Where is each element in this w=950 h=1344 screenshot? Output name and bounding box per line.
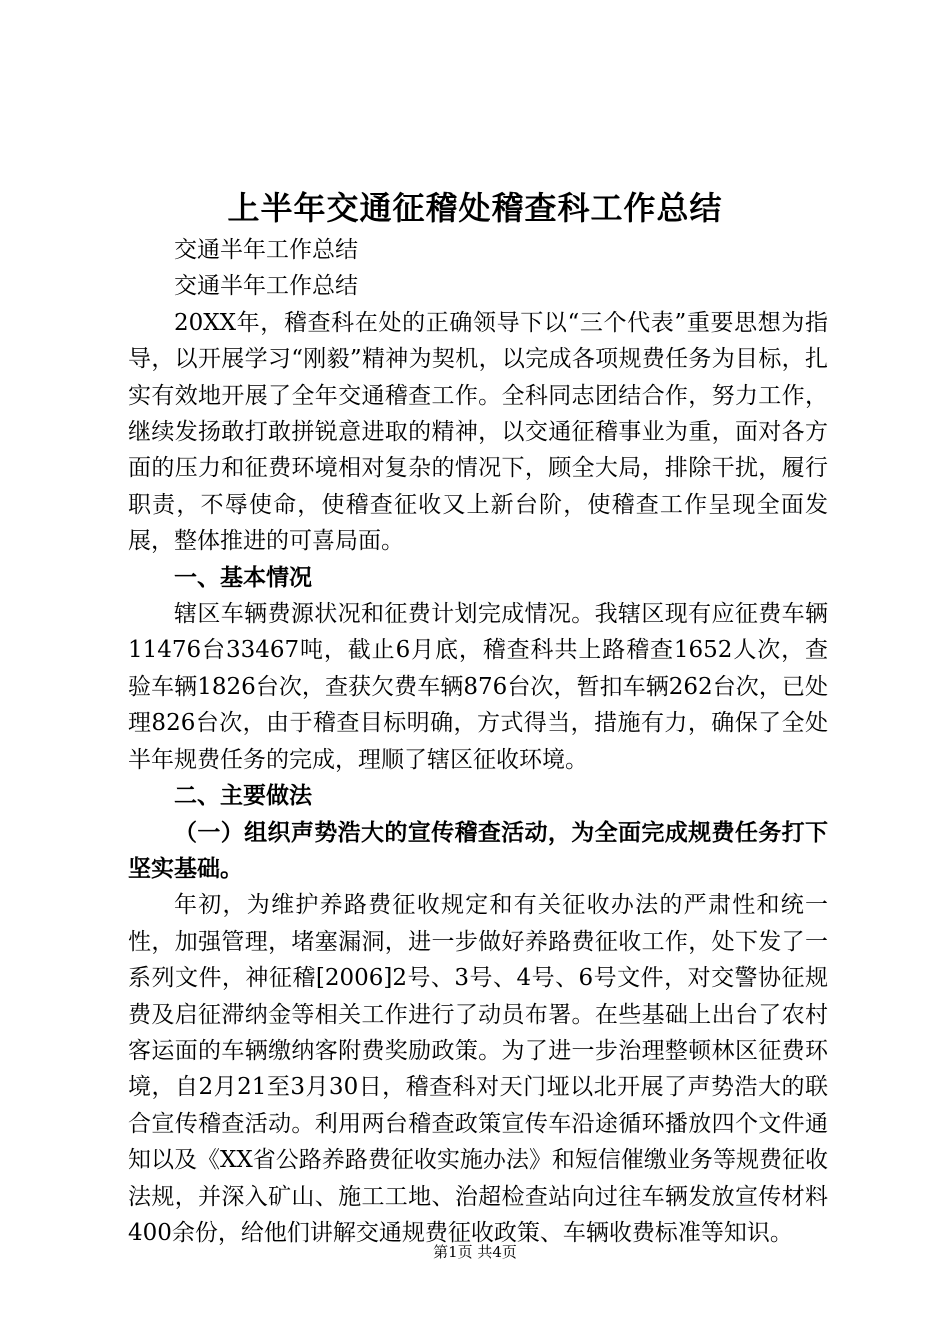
methods-paragraph: 年初，为维护养路费征收规定和有关征收办法的严肃性和统一性，加强管理，堵塞漏洞，进一步做好养路费征收工作，处下发了一系列文件，神征稽[2006]2号、3号、4号、6号文件，对交警协征规费及启征滞纳金等相关工作进行了动员布署。在些基础上出台了农村客运面的车辆缴纳客附费奖励政策。为了进一步治理整顿林区征费环境，自2月21至3月30日，稽查科对天门垭以北开展了声势浩大的联合宣传稽查活动。利用两台稽查政策宣传车沿途循环播放四个文件通知以及《XX省公路养路费征收实施办法》和短信催缴业务等规费征收法规，并深入矿山、施工工地、治超检查站向过往车辆发放宣传材料400余份，给他们讲解交通规费征收政策、车辆收费标准等知识。 — [128, 892, 828, 1246]
document-body — [128, 232, 828, 1251]
section-heading-basic: 一、基本情况 — [174, 563, 312, 591]
subtitle-line-2: 交通半年工作总结 — [174, 273, 358, 300]
basic-situation-paragraph: 辖区车辆费源状况和征费计划完成情况。我辖区现有应征费车辆11476台33467吨，截止6月底，稽查科共上路稽查1652人次，查验车辆1826台次，查获欠费车辆876台次，暂扣车辆262台次，已处理826台次，由于稽查目标明确，方式得当，措施有力，确保了全处半年规费任务的完成，理顺了辖区征收环境。 — [128, 601, 828, 773]
subsection-heading-1: （一）组织声势浩大的宣传稽查活动，为全面完成规费任务打下坚实基础。 — [128, 818, 828, 882]
intro-paragraph: 20XX年，稽查科在处的正确领导下以“三个代表”重要思想为指导，以开展学习“刚毅”精神为契机，以完成各项规费任务为目标，扎实有效地开展了全年交通稽查工作。全科同志团结合作，努力工作，继续发扬敢打敢拼锐意进取的精神，以交通征稽事业为重，面对各方面的压力和征费环境相对复杂的情况下，顾全大局，排除干扰，履行职责，不辱使命，使稽查征收又上新台阶，使稽查工作呈现全面发展，整体推进的可喜局面。 — [128, 309, 828, 555]
document-title: 上半年交通征稽处稽查科工作总结 — [227, 189, 723, 227]
page-footer: 第1页 共4页 — [433, 1243, 517, 1261]
section-heading-methods: 二、主要做法 — [174, 782, 312, 810]
subtitle-line-1: 交通半年工作总结 — [174, 237, 358, 263]
